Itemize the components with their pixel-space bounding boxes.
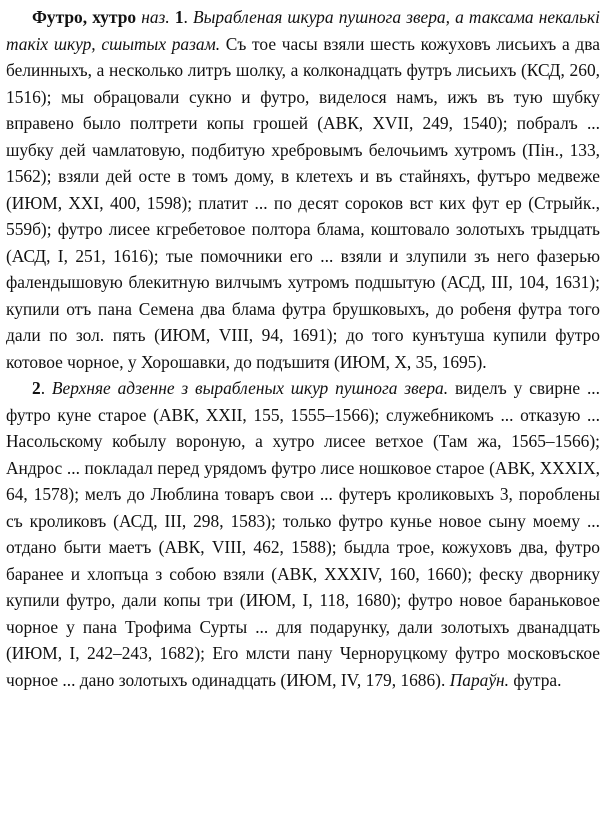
sense-gloss: Верхняе адзенне з вырабленых шкур пушнога звера. [51, 378, 449, 398]
sense-citations: виделъ у свирне ... футро куне старое (АВК, XXII, 155, 1555–1566); служебникомъ ... отказую ... Насольскому кобылу вороную, а хутро лисее ветхое (Там жа, 1565–1566); Андрос ... покладал перед урядомъ футро лисе ношковое старое (АВК, XXXIX, 64, 1578); мелъ до Люблина товаръ свои ... футеръ кроликовыхъ 3, пороблены съ кроликовъ (АСД, III, 298, 1583); только футро куньe новое сыну моему ... отдано быти маетъ (АВК, VIII, 462, 1588); быдла трое, кожуховъ два, футро баранее и хлопъца з собою взяли (АВК, XXXIV, 160, 1660); феску дворнику купили футро, дали копы три (ИЮМ, I, 118, 1680); футро новое бараньковое чорное у пана Трофима Сурты ... для подарунку, дали золотыхъ дванадцать (ИЮМ, I, 242–243, 1682); Его млсти пану Черноруцкому футро московъское чорное ... дано золотыхъ одинадцать (ИЮМ, IV, 179, 1686). [6, 378, 600, 690]
part-of-speech: наз. [141, 7, 170, 27]
compare-word: футра. [513, 669, 562, 690]
compare-label: Параўн. [449, 669, 510, 690]
sense-number: 2 [32, 378, 41, 398]
sense-citations: Съ тое часы взяли шесть кожуховъ лисьихъ а два белинныхъ, а несколько литръ шолку, а колконадцать футръ лисьихъ (КСД, 260, 1516); мы обрацовали сукно и футро, виделося намъ, ижъ въ тую шубку вправено было полтрети копы грошей (АВК, XVII, 249, 1540); побралъ ... шубку дей чамлатовую, подбитую хребровымъ белочьимъ хутромъ (Пін., 133, 1562); взяли дей осте в томъ дому, в клетехъ и въ стайняхъ, футъро медвеже (ИЮМ, XXI, 400, 1598); платит ... по десят сороков вст ких фут ер (Стрыйк., 559б); футро лисее кгребетовое полтора блама, коштовало золотыхъ трыдцать (АСД, I, 251, 1616); тые помочники его ... взяли и злупили зъ него фазерью фалендышовую блекитную вилчымъ хутромъ подшытую (АСД, III, 104, 1631); купили отъ пана Семена два блама футра брушковыхъ, до робеня футра того дали по зол. пять (ИЮМ, VIII, 94, 1691); до того кунътуша купили футро котовое чорное, у Хорошавки, до подъшитя (ИЮМ, X, 35, 1695). [6, 33, 600, 372]
sense-2: 2. Верхняе адзенне з вырабленых шкур пушнога звера. виделъ у свирне ... футро куне старое (АВК, XXII, 155, 1555–1566); служебникомъ ... отказую ... Насольскому кобылу вороную, а хутро лисее ветхое (Там жа, 1565–1566); Андрос ... покладал перед урядомъ футро лисе ношковое старое (АВК, XXXIX, 64, 1578); мелъ до Люблина товаръ свои ... футеръ кроликовыхъ 3, пороблены съ кроликовъ (АСД, III, 298, 1583); только футро куньe новое сыну моему ... отдано быти маетъ (АВК, VIII, 462, 1588); быдла трое, кожуховъ два, футро баранее и хлопъца з собою взяли (АВК, XXXIV, 160, 1660); феску дворнику купили футро, дали копы три (ИЮМ, I, 118, 1680); футро новое бараньковое чорное у пана Трофима Сурты ... для подарунку, дали золотыхъ дванадцать (ИЮМ, I, 242–243, 1682); Его млсти пану Черноруцкому футро московъское чорное ... дано золотыхъ одинадцать (ИЮМ, IV, 179, 1686). Параўн. футра. [6, 378, 600, 690]
sense-gloss: Вырабленая шкура пушнога звера, а таксама некалькі такіх шкур, сшытых разам. [6, 7, 600, 54]
dictionary-entry [6, 4, 600, 693]
sense-1: Футро, хутро наз. 1. Вырабленая шкура пушнога звера, а таксама некалькі такіх шкур, сшытых разам. Съ тое часы взяли шесть кожуховъ лисьихъ а два белинныхъ, а несколько литръ шолку, а колконадцать футръ лисьихъ (КСД, 260, 1516); мы обрацовали сукно и футро, виделося намъ, ижъ въ тую шубку вправено было полтрети копы грошей (АВК, XVII, 249, 1540); побралъ ... шубку дей чамлатовую, подбитую хребровымъ белочьимъ хутромъ (Пін., 133, 1562); взяли дей осте в томъ дому, в клетехъ и въ стайняхъ, футъро медвеже (ИЮМ, XXI, 400, 1598); платит ... по десят сороков вст ких фут ер (Стрыйк., 559б); футро лисее кгребетовое полтора блама, коштовало золотыхъ трыдцать (АСД, I, 251, 1616); тые помочники его ... взяли и злупили зъ него фазерью фалендышовую блекитную вилчымъ хутромъ подшытую (АСД, III, 104, 1631); купили отъ пана Семена два блама футра брушковыхъ, до робеня футра того дали по зол. пять (ИЮМ, VIII, 94, 1691); до того кунътуша купили футро котовое чорное, у Хорошавки, до подъшитя (ИЮМ, X, 35, 1695). [6, 7, 600, 372]
sense-number: 1 [174, 7, 184, 27]
headword: Футро, хутро [32, 7, 137, 27]
